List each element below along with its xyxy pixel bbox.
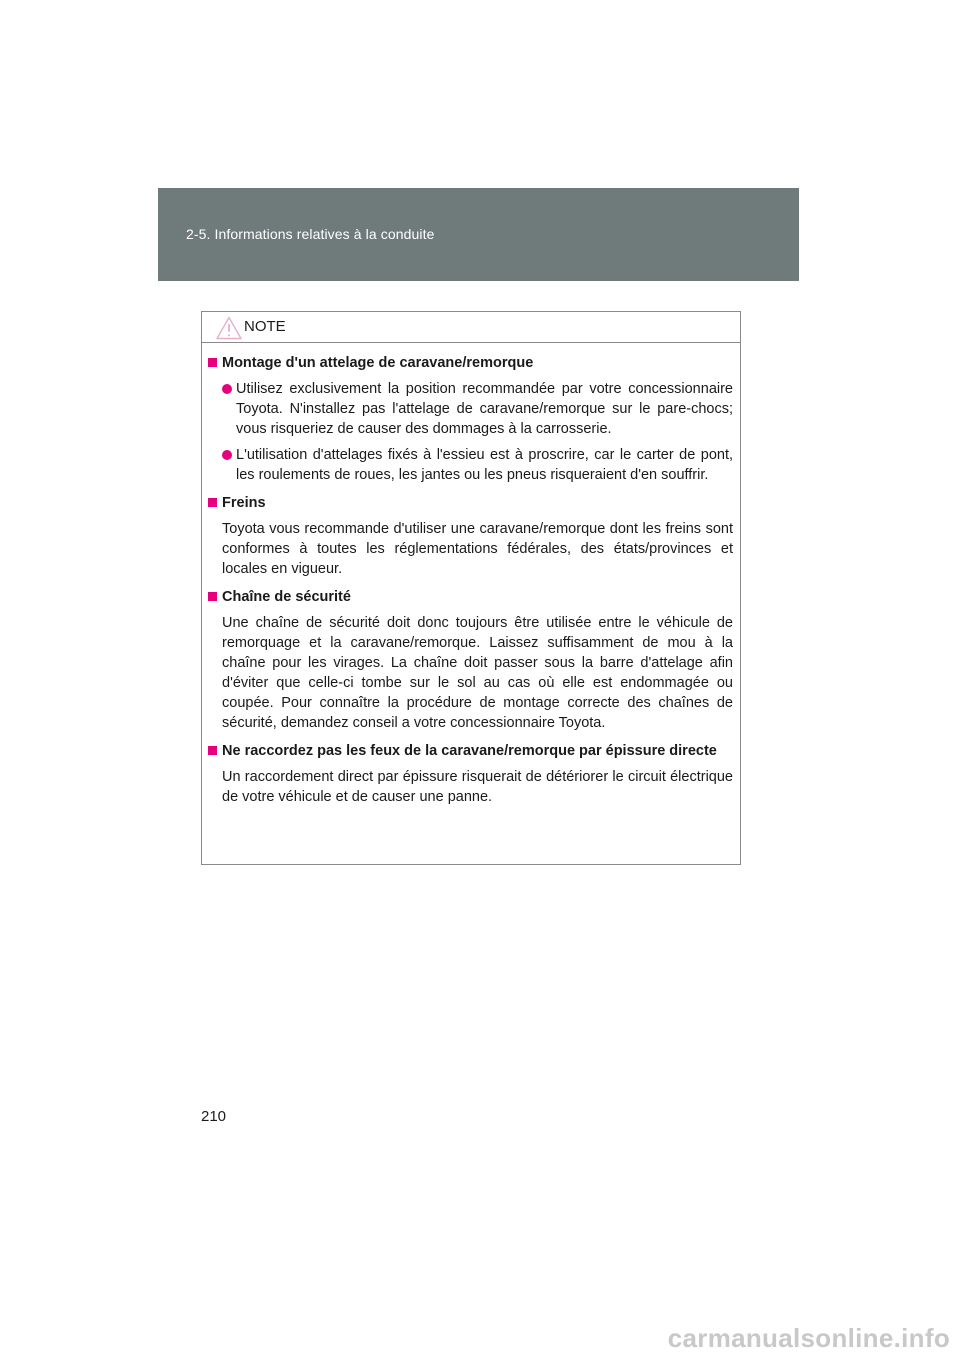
section-heading: Ne raccordez pas les feux de la caravane/remorque par épissure directe	[208, 741, 733, 761]
square-bullet-icon	[208, 358, 217, 367]
note-body	[202, 343, 740, 807]
watermark: carmanualsonline.info	[667, 1323, 950, 1353]
section-text: Toyota vous recommande d'utiliser une caravane/remorque dont les freins sont conformes à toutes les réglementations fédérales, des états/provinces et locales en vigueur.	[222, 521, 733, 577]
square-bullet-icon	[208, 746, 217, 755]
warning-triangle-icon	[216, 316, 242, 340]
section-text: Un raccordement direct par épissure risquerait de détériorer le circuit électrique de votre véhicule et de causer une panne.	[222, 769, 733, 805]
bullet-item: Utilisez exclusivement la position recommandée par votre concessionnaire Toyota. N'installez pas l'attelage de caravane/remorque sur le pare-chocs; vous risqueriez de causer des dommages à la carrosserie.	[222, 379, 733, 439]
section-heading: Freins	[208, 493, 733, 513]
section-title: 2-5. Informations relatives à la conduite	[186, 226, 435, 242]
section-safety-chain	[208, 587, 733, 733]
section-hitch-mounting	[208, 353, 733, 485]
note-box	[201, 311, 741, 865]
section-lights-splicing	[208, 741, 733, 807]
section-header-band	[158, 188, 799, 281]
section-text: Une chaîne de sécurité doit donc toujours être utilisée entre le véhicule de remorquage et la caravane/remorque. Laissez suffisamment de mou à la chaîne pour les virages. La chaîne doit passer sous la barre d'attelage afin d'éviter que celle-ci tombe sur le sol au cas où elle est endommagée ou coupée. Pour connaître la procédure de montage correcte des chaînes de sécurité, demandez conseil a votre concessionnaire Toyota.	[222, 615, 733, 731]
section-heading: Chaîne de sécurité	[208, 587, 733, 607]
note-header	[202, 312, 740, 343]
page-number: 210	[201, 1108, 227, 1125]
section-heading: Montage d'un attelage de caravane/remorque	[208, 353, 733, 373]
circle-bullet-icon	[222, 384, 232, 394]
square-bullet-icon	[208, 592, 217, 601]
bullet-item: L'utilisation d'attelages fixés à l'essieu est à proscrire, car le carter de pont, les roulements de roues, les jantes ou les pneus risqueraient d'en souffrir.	[222, 445, 733, 485]
note-label: NOTE	[244, 318, 286, 335]
circle-bullet-icon	[222, 450, 232, 460]
square-bullet-icon	[208, 498, 217, 507]
section-brakes	[208, 493, 733, 579]
